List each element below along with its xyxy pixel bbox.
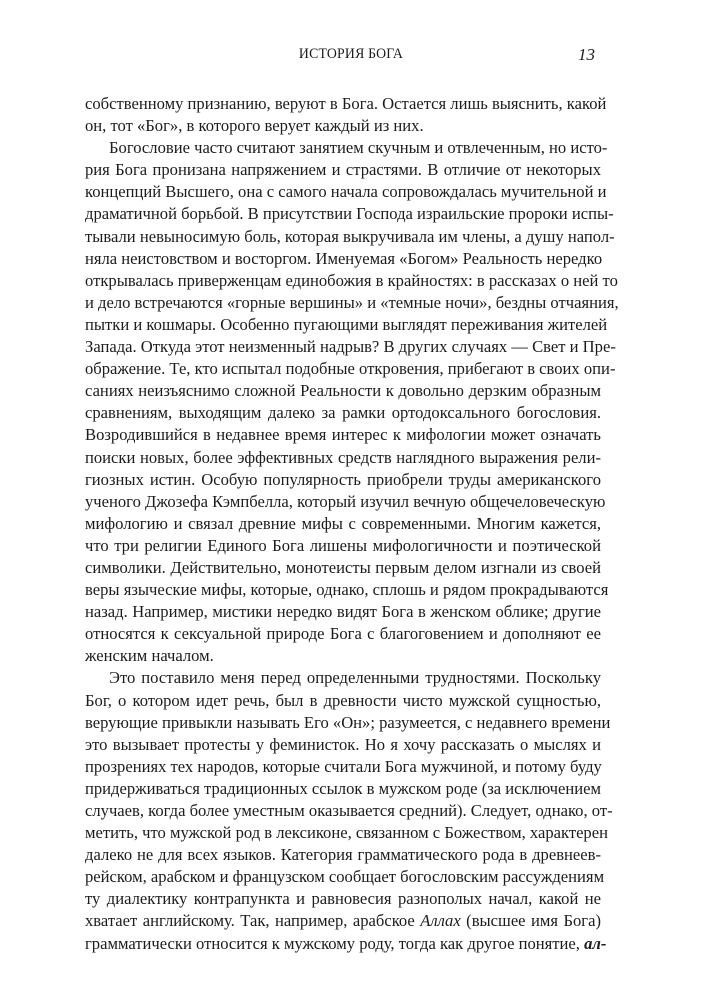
text-line: няла неистовством и восторгом. Именуемая «Богом» Реальность нередко [85,248,603,268]
text-line: открывалась приверженцам единобожия в крайностях: в рассказах о ней то [85,270,618,290]
text-line: тывали невыносимую боль, которая выкручивала им члены, а душу напол- [85,226,615,246]
text-line: далеко не для всех языков. Категория грамматического рода в древнеев- [85,845,601,865]
text-line: мифологию и связал древние мифы с современными. Многим кажется, [85,513,601,533]
text-line: прозрениях тех народов, которые считали Бога мужчиной, и потому буду [85,756,602,776]
text-line: пытки и кошмары. Особенно пугающими выглядят переживания жителей [85,314,608,334]
text-line: рия Бога пронизана напряжением и страстями. В отличие от некоторых [85,160,601,180]
text-line: Бог, о котором идет речь, был в древности чисто мужской сущностью, [85,690,601,710]
text-line: верующие привыкли называть Его «Он»; разумеется, с недавнего времени [85,712,611,732]
text-line [85,933,607,955]
text-line: поиски новых, более эффективных средств наглядного выражения рели- [85,447,601,467]
text-line: Запада. Откуда этот неизменный надрыв? В других случаях — Свет и Пре- [85,337,616,357]
text-line: придерживаться традиционных ссылок в мужском роде (за исключением [85,778,601,798]
text-line: он, тот «Бог», в которого верует каждый из них. [85,116,424,136]
text-line: что три религии Единого Бога лишены мифологичности и поэтической [85,535,601,555]
text-line: саниях неизъяснимо сложной Реальности к довольно дерзким образным [85,381,601,401]
text-line: Богословие часто считают занятием скучным и отвлеченным, но исто- [109,138,608,158]
text-line: концепций Высшего, она с самого начала сопровождалась мучительной и [85,182,607,202]
text-line: женским началом. [85,646,214,666]
text-line: рейском, арабском и французском сообщает богословским рассуждениям [85,867,605,887]
text-line: случаев, когда более уместным оказывается средний). Следует, однако, от- [85,801,613,820]
body-text [85,93,619,955]
text-line: это вызывает протесты у феминисток. Но я хочу рассказать о мыслях и [85,734,601,754]
running-title: ИСТОРИЯ БОГА [298,46,404,62]
text-line: относятся к сексуальной природе Бога с благоговением и дополняют ее [85,624,601,644]
text-segment: (высшее имя Бога) [460,911,601,931]
text-line: назад. Например, мистики нередко видят Бога в женском облике; другие [85,602,601,622]
running-head [0,44,702,68]
text-line: сравнениям, выходящим далеко за рамки ортодоксального богословия. [85,403,601,423]
text-segment: грамматически относится к мужскому роду, тогда как другое понятие, [85,933,585,953]
text-segment: хватает английскому. Так, например, арабское [85,911,421,931]
text-line: веры языческие мифы, которые, однако, сплошь и рядом прокрадываются [85,580,609,600]
text-line: драматичной борьбой. В присутствии Господа израильские пророки испы- [85,204,614,224]
text-line: Возродившийся в недавнее время интерес к мифологии может означать [85,425,601,445]
text-line: ученого Джозефа Кэмпбелла, который изучил вечную общечеловеческую [85,491,606,511]
text-line: метить, что мужской род в лексиконе, связанном с Божеством, характерен [85,823,608,843]
text-line: Это поставило меня перед определенными трудностями. Поскольку [109,668,601,688]
italic-term-al: ал- [584,933,607,953]
text-line: символики. Действительно, монотеисты первым делом изгнали из своей [85,557,601,577]
text-line: собственному признанию, веруют в Бога. Остается лишь выяснить, какой [85,94,607,113]
text-line [85,910,601,932]
text-line: и дело встречаются «горные вершины» и «темные ночи», бездны отчаяния, [85,292,619,312]
text-line: ту диалектику контрапункта и равновесия разнополых начал, какой не [85,889,601,909]
page-number: 13 [578,45,595,64]
text-line: ображение. Те, кто испытал подобные откровения, прибегают в своих опи- [85,359,616,379]
text-line: гиозных истин. Особую популярность приобрели труды американского [85,469,601,489]
italic-term-allah: Аллах [420,911,461,931]
